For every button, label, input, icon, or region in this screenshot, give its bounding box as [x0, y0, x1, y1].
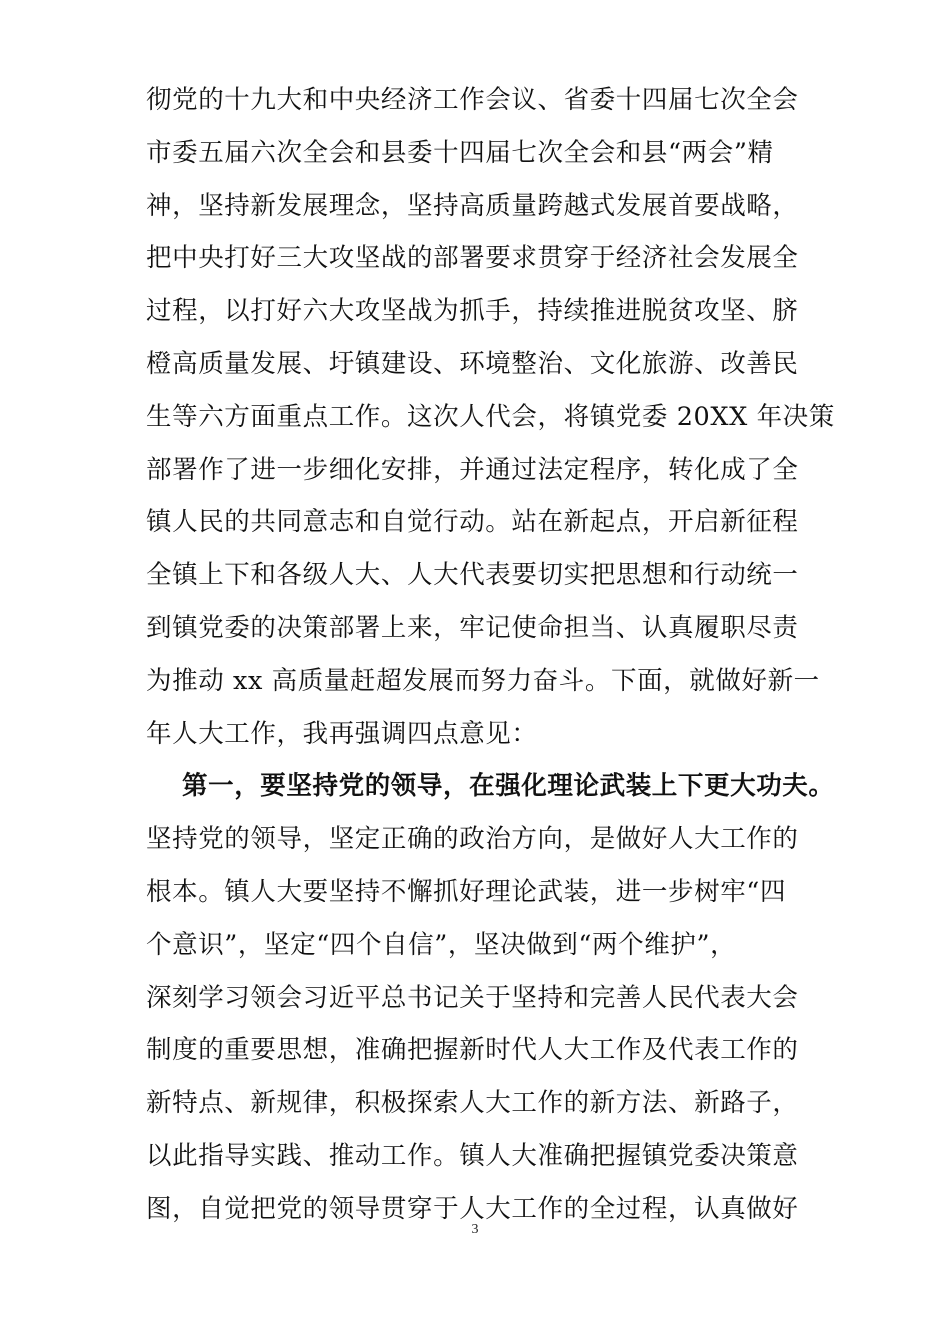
- text-line: 把中央打好三大攻坚战的部署要求贯穿于经济社会发展全: [146, 243, 799, 274]
- page-number: 3: [471, 1222, 479, 1237]
- section-heading: 第一，要坚持党的领导，在强化理论武装上下更大功夫。: [182, 771, 835, 802]
- text-line: 到镇党委的决策部署上来，牢记使命担当、认真履职尽责: [146, 612, 799, 643]
- text-line: 个意识”，坚定“四个自信”，坚决做到“两个维护”，: [146, 929, 737, 960]
- text-line: 生等六方面重点工作。这次人代会，将镇党委 20XX 年决策: [146, 401, 835, 432]
- text-line: 坚持党的领导，坚定正确的政治方向，是做好人大工作的: [146, 824, 799, 855]
- text-line: 彻党的十九大和中央经济工作会议、省委十四届七次全会: [146, 85, 799, 115]
- text-line: 过程，以打好六大攻坚战为抓手，持续推进脱贫攻坚、脐: [146, 296, 799, 327]
- text-line: 为推动 xx 高质量赶超发展而努力奋斗。下面，就做好新一: [146, 665, 820, 696]
- text-line: 橙高质量发展、圩镇建设、环境整治、文化旅游、改善民: [146, 348, 799, 379]
- text-line: 图，自觉把党的领导贯穿于人大工作的全过程，认真做好: [146, 1193, 799, 1224]
- text-line: 部署作了进一步细化安排，并通过法定程序，转化成了全: [146, 454, 799, 485]
- text-line: 深刻学习领会习近平总书记关于坚持和完善人民代表大会: [146, 982, 799, 1013]
- text-line: 制度的重要思想，准确把握新时代人大工作及代表工作的: [146, 1035, 799, 1066]
- text-line: 以此指导实践、推动工作。镇人大准确把握镇党委决策意: [146, 1140, 799, 1171]
- text-line: 镇人民的共同意志和自觉行动。站在新起点，开启新征程: [146, 507, 799, 538]
- text-line: 新特点、新规律，积极探索人大工作的新方法、新路子，: [146, 1088, 799, 1119]
- text-line: 市委五届六次全会和县委十四届七次全会和县“两会”精: [146, 137, 774, 168]
- text-line: 年人大工作，我再强调四点意见：: [146, 718, 538, 749]
- body-text: [146, 74, 835, 1236]
- text-line: 神，坚持新发展理念，坚持高质量跨越式发展首要战略，: [146, 190, 799, 221]
- text-line: 全镇上下和各级人大、人大代表要切实把思想和行动统一: [146, 560, 799, 591]
- text-line: 根本。镇人大要坚持不懈抓好理论武装，进一步树牢“四: [146, 876, 787, 907]
